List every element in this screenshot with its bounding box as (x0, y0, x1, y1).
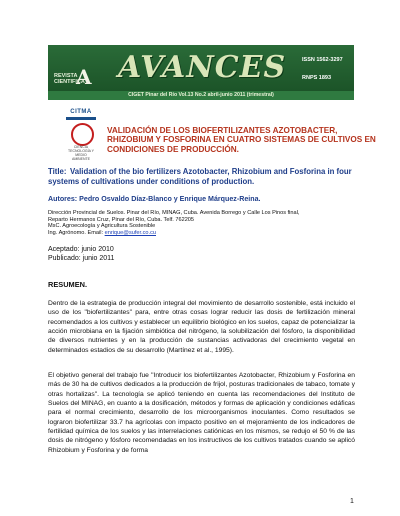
abstract-paragraph: El objetivo general del trabajo fue "Introducir los biofertilizantes Azotobacter, Rhizobium y Fosforina en más de 30 ha de cultivos dedicados a la producción de frijol, posturas tradicionales de tabaco, tomate y otras hortalizas". La tecnología se aplicó teniendo en cuenta las recomendaciones del Instituto de Suelos del MINAG, en cuanto a la dosificación, métodos y formas de aplicación y condiciones edáficas para el normal crecimiento, desarrollo de los microorganismos inoculantes. Como resultados se lograron biofertilizar 33.7 ha agrícolas con impacto positivo en el mejoramiento de los indicadores de fertilidad química de los suelos y las interrelaciones catiónicas en los mismos, se redujo el 50 % de las dosis de nitrógeno y fósforo recomendadas en los instructivos de los cultivos tratados cuando se aplicó Rhizobium y Fosforina y de forma (48, 372, 355, 454)
journal-ids (298, 45, 354, 91)
rnps-text: RNPS 1893 (302, 75, 332, 81)
article-title-es: VALIDACIÓN DE LOS BIOFERTILIZANTES AZOTOBACTER, RHIZOBIUM Y FOSFORINA EN CUATRO SISTEMAS DE CULTIVOS EN CONDICIONES DE PRODUCCIÓN. (107, 126, 376, 154)
resumen-heading: RESUMEN. (48, 280, 88, 289)
journal-logo (48, 45, 100, 91)
affiliation-line: Dirección Provincial de Suelos. Pinar del Río, MINAG, Cuba. Avenida Borrego y Calle Los Pinos final, (48, 210, 300, 216)
authors-names: Pedro Osvaldo Díaz-Blanco y Enrique Márquez-Reina. (79, 195, 261, 203)
email-link[interactable]: enrique@sufer.co.cu (104, 230, 156, 237)
affiliation-line (48, 230, 368, 237)
dates-block (48, 245, 114, 263)
journal-title: AVANCES (118, 50, 287, 85)
issue-info: CIGET Pinar del Río Vol.13 No.2 abril-junio 2011 (trimestral) (48, 91, 354, 100)
logo-mark: A (76, 65, 92, 89)
abstract-paragraph: Dentro de la estrategia de producción integral del movimiento de desarrollo sostenible, está incluido el uso de los "biofertilizantes" para, entre otras cosas lograr reducir las dosis de fertilización mineral recomendados a los cultivos y establecer un equilibrio biológico en los suelos, capaz de potencializar la acción microbiana en la fijación simbiótica del nitrógeno, la solubilización del fósforo, la disponibilidad de diversos nutrientes y en la producción de sustancias activadoras del crecimiento vegetal en determinados estadios de su desarrollo (Martínez et al., 1995). (48, 300, 355, 354)
affiliation-line: Reparto Hermanos Cruz, Pinar del Río, Cuba. Telf. 762205 (48, 216, 195, 223)
accepted-date: Aceptado: junio 2010 (48, 246, 114, 253)
authors-line (48, 195, 368, 203)
affiliation-line: MsC. Agroecología y Agricultura Sostenible (48, 223, 156, 230)
title-en-label: Title: (48, 167, 67, 176)
authors-label: Autores: (48, 195, 78, 203)
revista-label: REVISTA CIENTIFICA (54, 73, 85, 85)
journal-banner (48, 45, 354, 100)
citma-logo (66, 109, 96, 161)
page-number: 1 (350, 498, 354, 505)
logo-bar (66, 117, 96, 120)
affiliation-block (48, 210, 368, 237)
email-prefix: Ing. Agrónomo. Email: (48, 230, 104, 237)
citma-text: CITMA (70, 109, 92, 115)
article-title-en (48, 167, 368, 186)
logo-circle-icon (71, 123, 94, 146)
citma-subtext: CIENCIA TECNOLOGÍA Y MEDIO AMBIENTE (68, 145, 94, 161)
issn-text: ISSN 1562-3297 (302, 57, 343, 63)
title-en-text: Validation of the bio fertilizers Azotobacter, Rhizobium and Fosforina in four systems of cultivations under conditions of production. (48, 167, 352, 186)
published-date: Publicado: junio 2011 (48, 255, 115, 262)
